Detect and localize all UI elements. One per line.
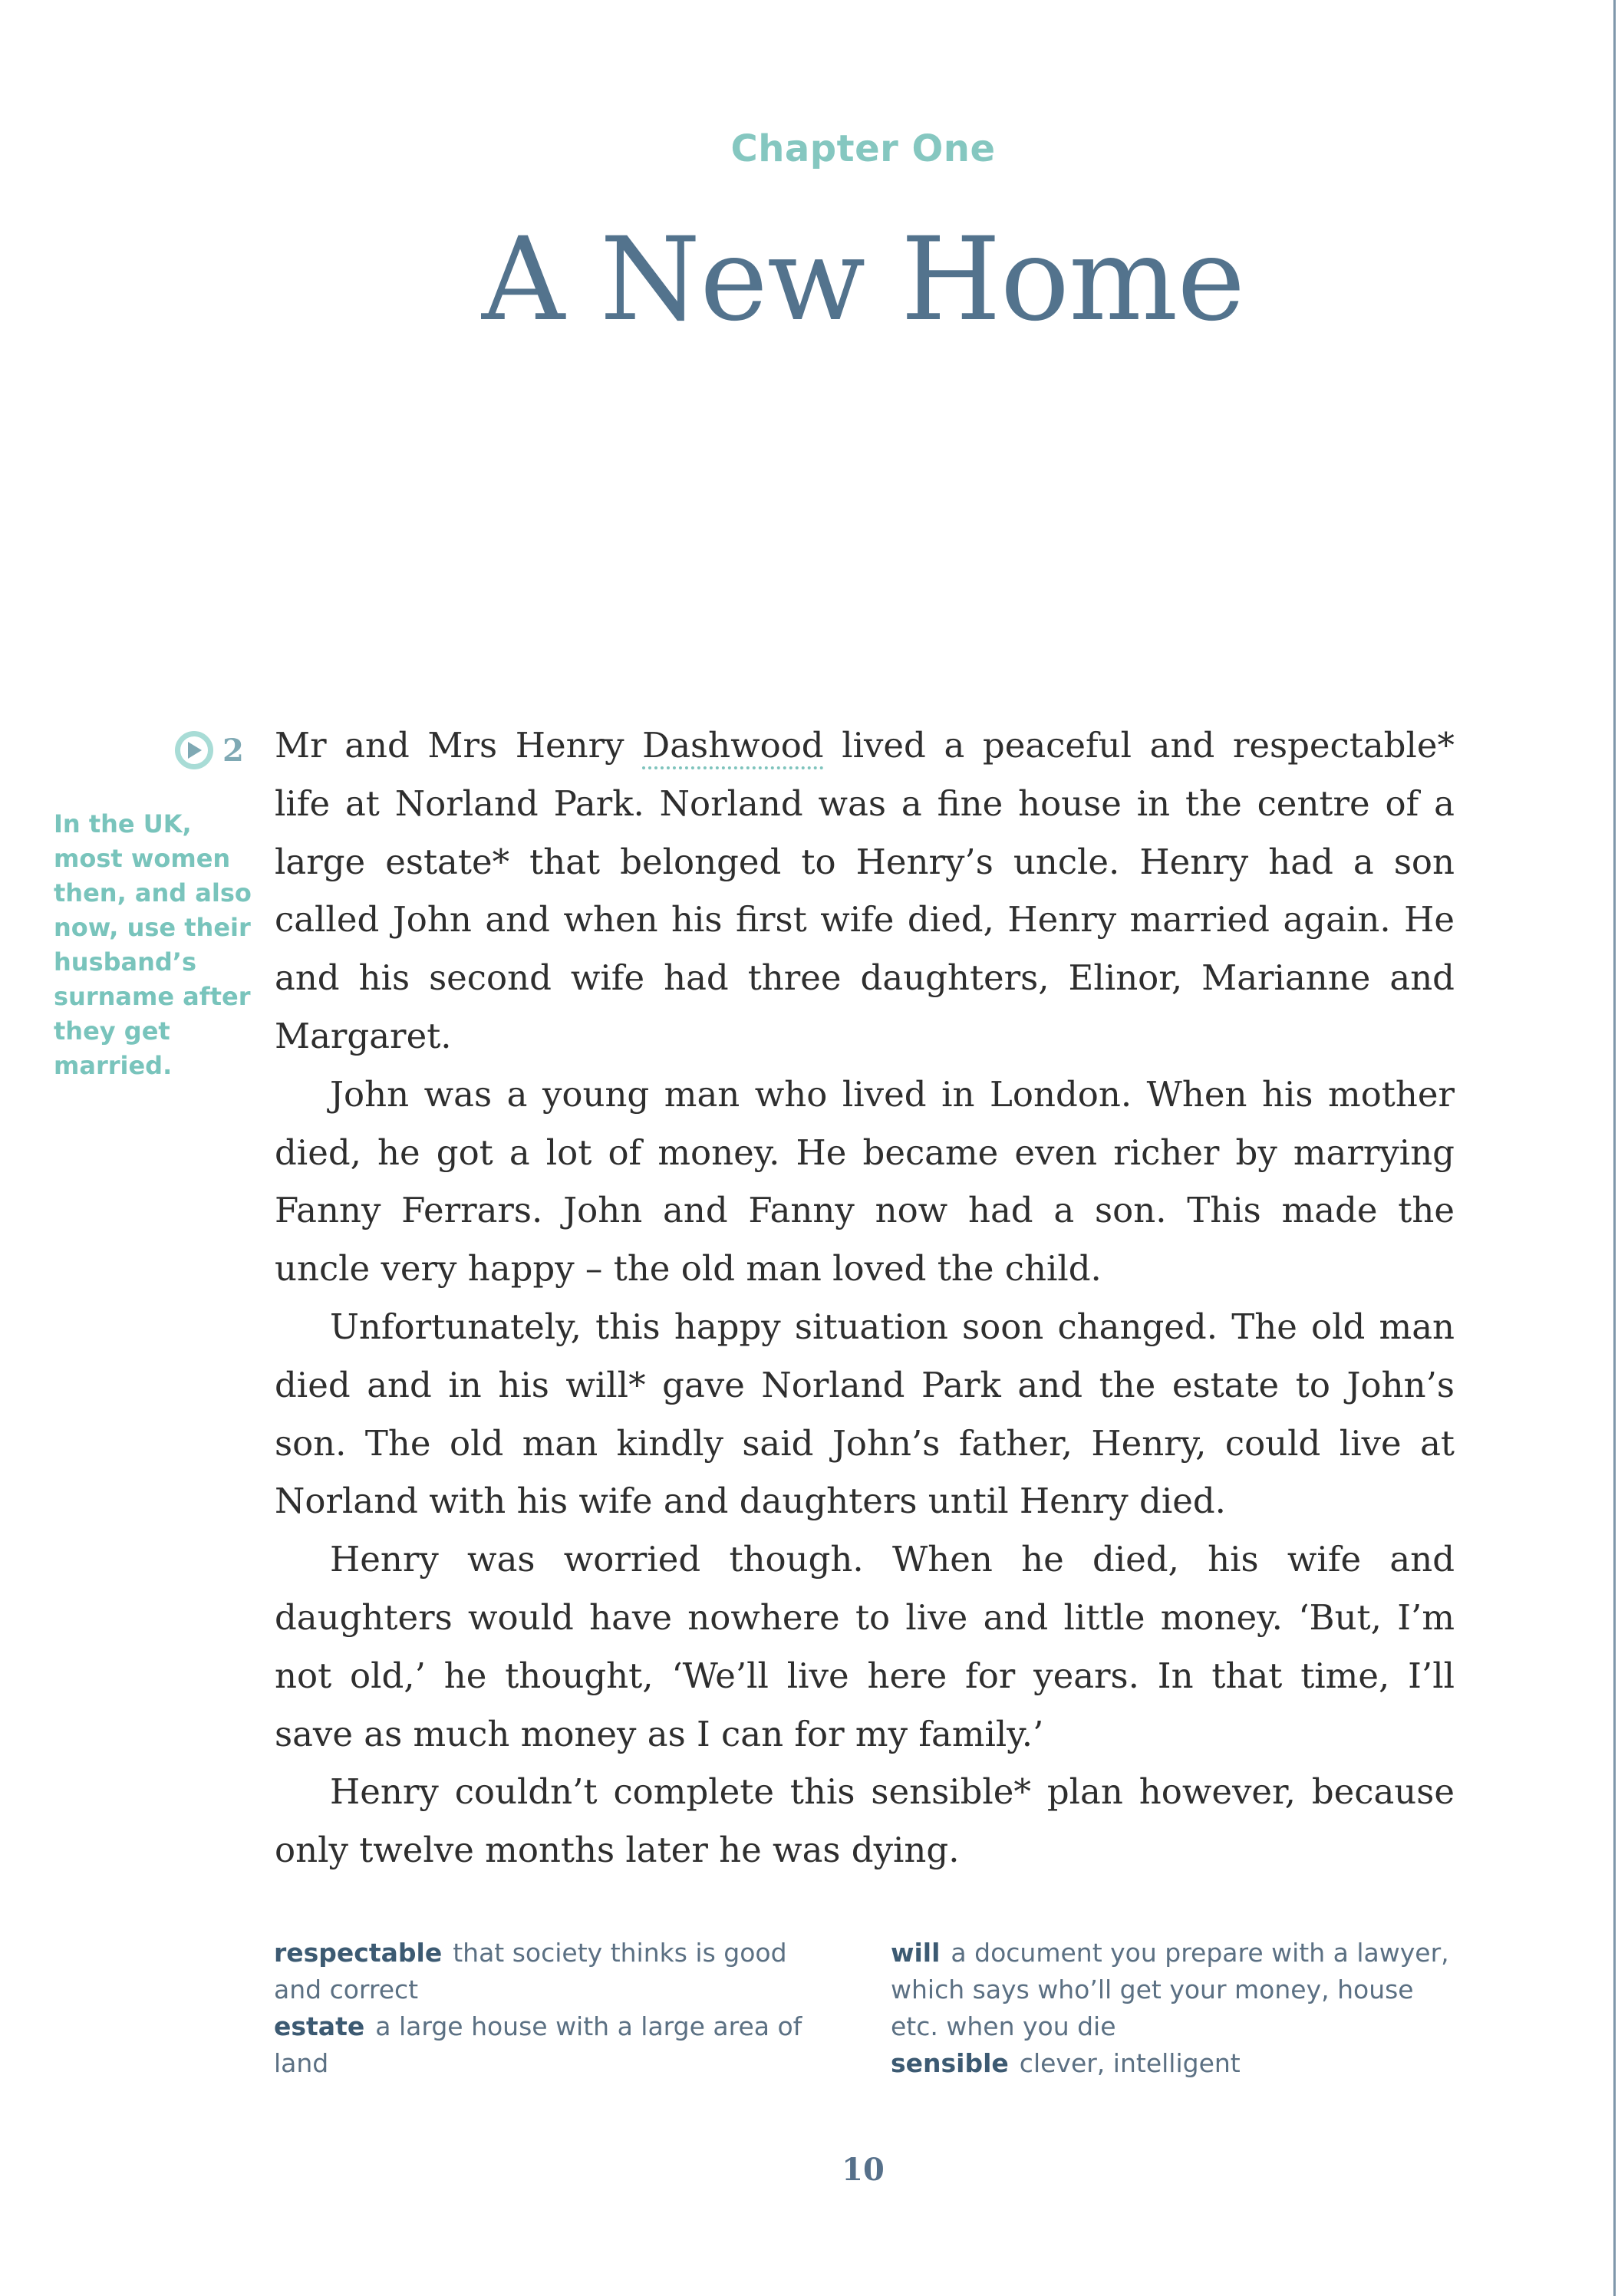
- glossary-definition: a document you prepare with a lawyer, which says who’ll get your money, house etc. when you die: [891, 1938, 1449, 2041]
- play-icon[interactable]: [175, 731, 213, 769]
- glossary-term: will: [891, 1938, 941, 1968]
- story-text: [275, 716, 1455, 1879]
- glossary-definition: clever, intelligent: [1019, 2048, 1241, 2078]
- glossary-link-dashwood[interactable]: Dashwood: [642, 725, 824, 766]
- play-triangle: [186, 741, 203, 759]
- paragraph-1: [275, 716, 1455, 1066]
- audio-track-number: 2: [222, 732, 244, 769]
- paragraph-4: Henry was worried though. When he died, his wife and daughters would have nowhere to live and little money. ‘But, I’m not old,’ he thought, ‘We’ll live here for years. In that time, I’ll save as much money as I can for my family.’: [275, 1539, 1455, 1754]
- glossary-definition: a large house with a large area of land: [274, 2011, 802, 2078]
- paragraph-2: John was a young man who lived in London. When his mother died, he got a lot of money. He became even richer by marrying Fanny Ferrars. John and Fanny now had a son. This made the uncle very happy – the old man loved the child.: [275, 1073, 1455, 1290]
- page-number: 10: [842, 2152, 885, 2188]
- glossary-right-column: [891, 1935, 1458, 2082]
- chapter-label: Chapter One: [730, 127, 996, 170]
- glossary-left-column: [274, 1935, 842, 2082]
- glossary-term: estate: [274, 2011, 365, 2041]
- glossary-entry: [891, 1935, 1458, 2045]
- glossary-entry: [891, 2045, 1458, 2082]
- glossary-entry: [274, 2008, 842, 2082]
- paragraph-1-start: Mr and Mrs Henry: [275, 725, 643, 766]
- glossary-entry: [274, 1935, 842, 2008]
- glossary-term: sensible: [891, 2048, 1009, 2078]
- side-note: In the UK, most women then, and also now, use their husband’s surname after they get married.: [54, 809, 252, 1080]
- paragraph-5: Henry couldn’t complete this sensible* plan however, because only twelve months later he was dying.: [275, 1771, 1455, 1871]
- paragraph-3: Unfortunately, this happy situation soon changed. The old man died and in his will* gave Norland Park and the estate to John’s son. The old man kindly said John’s father, Henry, could live at Norland with his wife and daughters until Henry died.: [275, 1306, 1455, 1522]
- glossary-term: respectable: [274, 1938, 443, 1968]
- audio-track-marker[interactable]: [175, 726, 244, 775]
- paragraph-1-rest: lived a peaceful and respectable* life at Norland Park. Norland was a fine house in the centre of a large estate* that belonged to Henry’s uncle. Henry had a son called John and when his first wife died, Henry married again. He and his second wife had three daughters, Elinor, Marianne and Margaret.: [275, 725, 1455, 1056]
- chapter-title: A New Home: [481, 213, 1245, 347]
- glossary-definition: that society thinks is good and correct: [274, 1938, 787, 2004]
